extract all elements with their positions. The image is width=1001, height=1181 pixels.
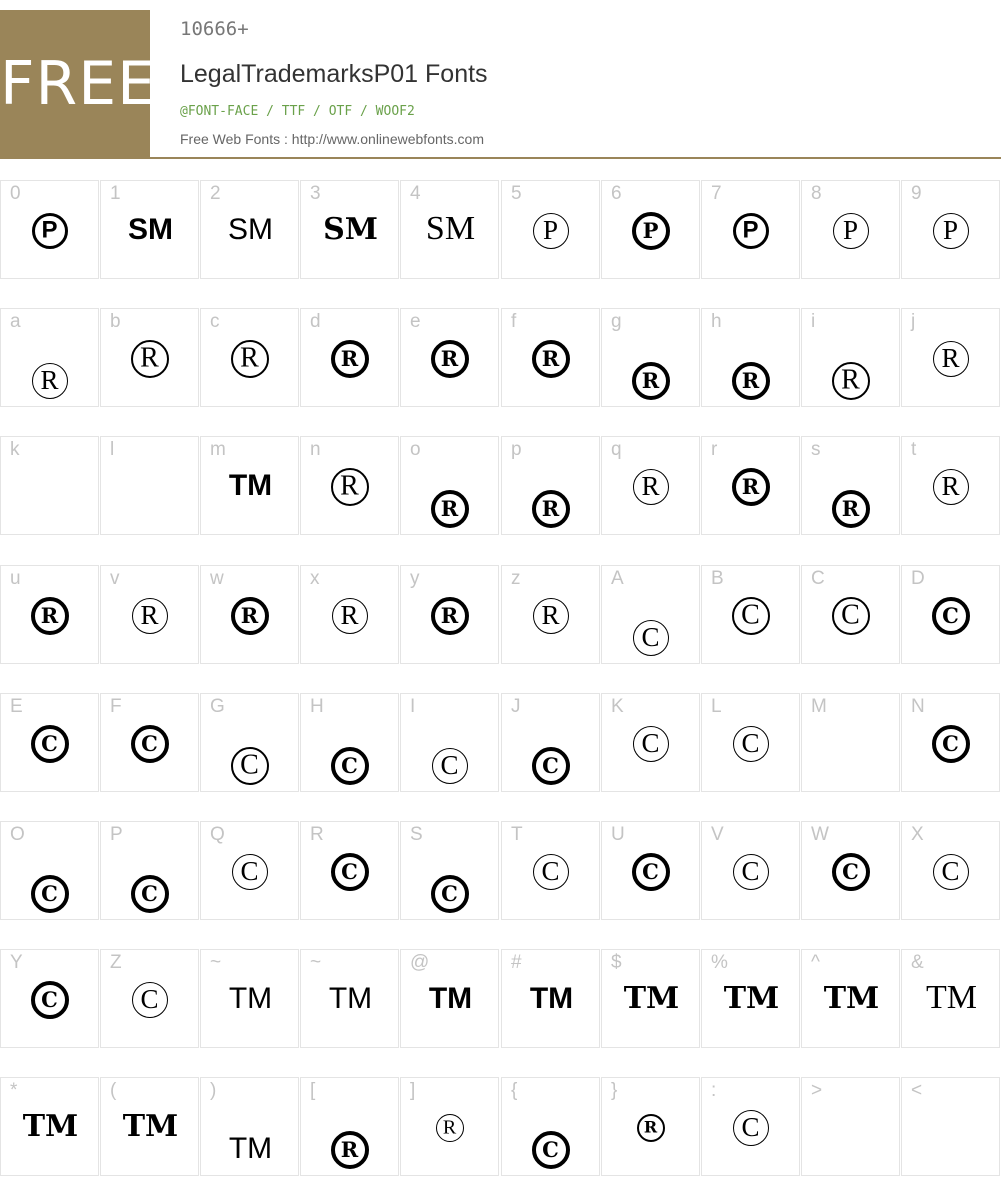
circled-glyph-icon — [633, 620, 669, 656]
glyph-key-label: T — [511, 824, 523, 845]
glyph-cell[interactable] — [801, 180, 900, 279]
glyph-key-label: F — [110, 696, 122, 717]
glyph-letter: C — [641, 727, 660, 758]
glyph-cell[interactable] — [901, 1077, 1000, 1176]
glyph-cell[interactable] — [100, 180, 199, 279]
glyph-cell[interactable] — [901, 180, 1000, 279]
circled-glyph-icon — [832, 362, 870, 400]
glyph-letter: R — [440, 346, 459, 372]
glyph-cell[interactable] — [400, 949, 499, 1048]
glyph-key-label: U — [611, 824, 625, 845]
circled-glyph-icon — [832, 597, 870, 635]
glyph-cell[interactable] — [0, 308, 99, 407]
circled-glyph-icon — [732, 362, 770, 400]
glyph-key-label: j — [911, 311, 916, 332]
glyph-cell[interactable] — [300, 1077, 399, 1176]
glyph-text: TM — [823, 980, 880, 1016]
glyph-key-label: P — [110, 824, 123, 845]
glyph-text: SM — [323, 211, 378, 247]
glyph-key-label: K — [611, 696, 624, 717]
glyph-key-label: { — [511, 1080, 518, 1101]
glyph-cell[interactable] — [200, 436, 299, 535]
glyph-key-label: Q — [210, 824, 225, 845]
circled-glyph-icon — [232, 854, 268, 890]
glyph-cell[interactable] — [100, 308, 199, 407]
glyph-letter: C — [942, 731, 959, 757]
circled-glyph-icon — [732, 468, 770, 506]
circled-glyph-icon — [632, 853, 670, 891]
glyph-cell[interactable] — [400, 821, 499, 920]
circled-glyph-icon — [131, 725, 169, 763]
glyph-cell[interactable] — [801, 1077, 900, 1176]
glyph-key-label: C — [811, 568, 825, 589]
glyph-cell[interactable] — [901, 949, 1000, 1048]
glyph-letter: R — [240, 342, 259, 374]
glyph-text: TM — [428, 981, 473, 1015]
circled-glyph-icon — [532, 490, 570, 528]
circled-glyph-icon — [832, 490, 870, 528]
glyph-key-label: a — [10, 311, 21, 332]
glyph-key-label: 7 — [711, 183, 722, 204]
glyph-cell[interactable] — [701, 1077, 800, 1176]
glyph-letter: C — [741, 1111, 760, 1142]
circled-glyph-icon — [331, 340, 369, 378]
circled-glyph-icon — [932, 597, 970, 635]
glyph-cell[interactable] — [0, 821, 99, 920]
glyph-cell[interactable] — [501, 565, 600, 664]
glyph-letter: C — [541, 855, 560, 886]
glyph-cell[interactable] — [701, 949, 800, 1048]
glyph-cell[interactable] — [601, 180, 700, 279]
glyph-key-label: # — [511, 952, 522, 973]
circled-glyph-icon — [533, 598, 569, 634]
glyph-letter: C — [41, 987, 58, 1013]
circled-glyph-icon — [732, 597, 770, 635]
glyph-key-label: $ — [611, 952, 622, 973]
glyph-key-label: ~ — [310, 952, 322, 973]
glyph-cell[interactable] — [400, 693, 499, 792]
glyph-letter: R — [941, 342, 960, 373]
circled-glyph-icon — [933, 469, 969, 505]
glyph-letter: R — [643, 1117, 658, 1137]
glyph-cell[interactable] — [601, 693, 700, 792]
glyph-cell[interactable] — [801, 565, 900, 664]
glyph-key-label: w — [210, 568, 224, 589]
circled-glyph-icon — [637, 1114, 665, 1142]
circled-glyph-icon — [332, 598, 368, 634]
glyph-cell[interactable] — [801, 821, 900, 920]
circled-glyph-icon — [532, 1131, 570, 1169]
circled-glyph-icon — [331, 747, 369, 785]
glyph-key-label: 9 — [911, 183, 922, 204]
glyph-key-label: u — [10, 568, 21, 589]
glyph-key-label: % — [711, 952, 728, 973]
glyph-text: SM — [425, 210, 476, 248]
glyph-key-label: 4 — [410, 183, 421, 204]
glyph-cell[interactable] — [901, 565, 1000, 664]
glyph-cell[interactable] — [100, 821, 199, 920]
glyph-cell[interactable] — [601, 565, 700, 664]
glyph-cell[interactable] — [200, 693, 299, 792]
circled-glyph-icon — [31, 875, 69, 913]
circled-glyph-icon — [632, 212, 670, 250]
glyph-cell[interactable] — [501, 308, 600, 407]
glyph-key-label: Y — [10, 952, 23, 973]
glyph-key-label: X — [911, 824, 924, 845]
glyph-letter: P — [842, 214, 859, 245]
glyph-letter: R — [541, 346, 560, 372]
circled-glyph-icon — [31, 981, 69, 1019]
glyph-cell[interactable] — [400, 1077, 499, 1176]
glyph-cell[interactable] — [300, 949, 399, 1048]
glyph-key-label: @ — [410, 952, 430, 973]
glyph-cell[interactable] — [501, 693, 600, 792]
glyph-key-label: N — [911, 696, 925, 717]
site-credit-link[interactable]: Free Web Fonts : http://www.onlinewebfonts.com — [180, 131, 484, 147]
glyph-letter: C — [841, 599, 860, 631]
glyph-key-label: I — [410, 696, 416, 717]
glyph-key-label: G — [210, 696, 225, 717]
glyph-letter: C — [141, 731, 158, 757]
glyph-cell[interactable] — [100, 565, 199, 664]
glyph-key-label: L — [711, 696, 722, 717]
circled-glyph-icon — [431, 597, 469, 635]
glyph-cell[interactable] — [701, 308, 800, 407]
glyph-key-label: v — [110, 568, 120, 589]
glyph-key-label: e — [410, 311, 421, 332]
glyph-cell[interactable] — [801, 693, 900, 792]
glyph-key-label: ] — [410, 1080, 416, 1101]
glyph-cell[interactable] — [200, 180, 299, 279]
glyph-letter: R — [40, 364, 59, 395]
glyph-cell[interactable] — [901, 821, 1000, 920]
circled-glyph-icon — [932, 725, 970, 763]
glyph-letter: C — [140, 983, 159, 1014]
glyph-key-label: 2 — [210, 183, 221, 204]
circled-glyph-icon — [331, 468, 369, 506]
glyph-key-label: D — [911, 568, 925, 589]
glyph-key-label: q — [611, 439, 622, 460]
glyph-cell[interactable] — [701, 693, 800, 792]
circled-glyph-icon — [633, 726, 669, 762]
glyph-cell[interactable] — [901, 308, 1000, 407]
glyph-cell[interactable] — [200, 1077, 299, 1176]
glyph-letter: P — [942, 214, 959, 245]
circled-glyph-icon — [733, 213, 769, 249]
glyph-letter: C — [842, 859, 859, 885]
glyph-text: SM — [128, 212, 173, 246]
circled-glyph-icon — [733, 854, 769, 890]
glyph-key-label: V — [711, 824, 724, 845]
circled-glyph-icon — [532, 747, 570, 785]
glyph-cell[interactable] — [501, 821, 600, 920]
circled-glyph-icon — [331, 853, 369, 891]
glyph-letter: R — [741, 368, 760, 394]
glyph-key-label: 0 — [10, 183, 21, 204]
glyph-cell[interactable] — [501, 949, 600, 1048]
glyph-key-label: R — [310, 824, 324, 845]
glyph-letter: R — [40, 603, 59, 629]
circled-glyph-icon — [933, 213, 969, 249]
glyph-key-label: i — [811, 311, 816, 332]
glyph-text: TM — [228, 1131, 273, 1165]
glyph-letter: R — [541, 496, 560, 522]
glyph-key-label: Z — [110, 952, 122, 973]
glyph-text: TM — [529, 981, 574, 1015]
glyph-letter: R — [240, 603, 259, 629]
glyph-letter: P — [642, 218, 659, 244]
glyph-cell[interactable] — [501, 1077, 600, 1176]
glyph-letter: C — [441, 881, 458, 907]
glyph-letter: R — [641, 470, 660, 501]
glyph-key-label: A — [611, 568, 624, 589]
circled-glyph-icon — [431, 490, 469, 528]
circled-glyph-icon — [132, 982, 168, 1018]
glyph-cell[interactable] — [701, 565, 800, 664]
glyph-cell[interactable] — [100, 436, 199, 535]
circled-glyph-icon — [331, 1131, 369, 1169]
glyph-key-label: l — [110, 439, 115, 460]
glyph-key-label: g — [611, 311, 622, 332]
glyph-key-label: > — [811, 1080, 823, 1101]
circled-glyph-icon — [933, 854, 969, 890]
glyph-key-label: W — [811, 824, 829, 845]
circled-glyph-icon — [231, 340, 269, 378]
circled-glyph-icon — [436, 1114, 464, 1142]
glyph-key-label: E — [10, 696, 23, 717]
glyph-cell[interactable] — [0, 565, 99, 664]
glyph-text: TM — [22, 1108, 79, 1144]
glyph-key-label: S — [410, 824, 423, 845]
glyph-letter: R — [541, 599, 560, 630]
glyph-cell[interactable] — [501, 180, 600, 279]
glyph-key-label: [ — [310, 1080, 316, 1101]
glyph-key-label: 8 — [811, 183, 822, 204]
glyph-cell[interactable] — [200, 949, 299, 1048]
glyph-cell[interactable] — [0, 180, 99, 279]
glyph-cell[interactable] — [400, 180, 499, 279]
glyph-cell[interactable] — [901, 693, 1000, 792]
glyph-cell[interactable] — [100, 949, 199, 1048]
glyph-cell[interactable] — [0, 693, 99, 792]
glyph-key-label: c — [210, 311, 220, 332]
circled-glyph-icon — [533, 213, 569, 249]
circled-glyph-icon — [533, 854, 569, 890]
glyph-cell[interactable] — [601, 821, 700, 920]
glyph-letter: R — [442, 1116, 457, 1139]
circled-glyph-icon — [431, 340, 469, 378]
circled-glyph-icon — [32, 213, 68, 249]
glyph-key-label: } — [611, 1080, 618, 1101]
glyph-key-label: ( — [110, 1080, 117, 1101]
glyph-cell[interactable] — [501, 436, 600, 535]
glyph-cell[interactable] — [400, 436, 499, 535]
circled-glyph-icon — [432, 748, 468, 784]
glyph-letter: C — [941, 855, 960, 886]
glyph-letter: C — [41, 731, 58, 757]
glyph-text: TM — [228, 468, 273, 502]
glyph-letter: R — [941, 470, 960, 501]
glyph-cell[interactable] — [300, 308, 399, 407]
glyph-cell[interactable] — [601, 1077, 700, 1176]
glyph-cell[interactable] — [0, 1077, 99, 1176]
circled-glyph-icon — [131, 875, 169, 913]
glyph-letter: R — [841, 496, 860, 522]
glyph-cell[interactable] — [400, 308, 499, 407]
glyph-key-label: z — [511, 568, 521, 589]
glyph-cell[interactable] — [100, 1077, 199, 1176]
glyph-letter: C — [542, 1137, 559, 1163]
glyph-key-label: J — [511, 696, 521, 717]
circled-glyph-icon — [231, 597, 269, 635]
glyph-key-label: < — [911, 1080, 923, 1101]
glyph-text: TM — [723, 980, 780, 1016]
glyph-key-label: h — [711, 311, 722, 332]
glyph-cell[interactable] — [701, 180, 800, 279]
glyph-key-label: 3 — [310, 183, 321, 204]
glyph-key-label: d — [310, 311, 321, 332]
font-formats-link[interactable]: @FONT-FACE / TTF / OTF / WOOF2 — [180, 104, 415, 119]
circled-glyph-icon — [633, 469, 669, 505]
glyph-key-label: ) — [210, 1080, 217, 1101]
glyph-text: TM — [122, 1108, 179, 1144]
glyph-key-label: B — [711, 568, 724, 589]
glyph-key-label: ^ — [811, 952, 820, 973]
glyph-letter: R — [340, 470, 359, 502]
glyph-key-label: f — [511, 311, 517, 332]
glyph-cell[interactable] — [200, 565, 299, 664]
glyph-letter: R — [741, 474, 760, 500]
glyph-key-label: s — [811, 439, 821, 460]
glyph-letter: R — [340, 1137, 359, 1163]
glyph-letter: R — [140, 599, 159, 630]
glyph-letter: C — [942, 603, 959, 629]
glyph-key-label: t — [911, 439, 917, 460]
glyph-text: TM — [926, 979, 977, 1017]
glyph-letter: C — [642, 859, 659, 885]
glyph-text: TM — [328, 981, 373, 1015]
glyph-key-label: 1 — [110, 183, 121, 204]
circled-glyph-icon — [31, 725, 69, 763]
circled-glyph-icon — [131, 340, 169, 378]
glyph-letter: R — [340, 599, 359, 630]
glyph-cell[interactable] — [701, 821, 800, 920]
glyph-cell[interactable] — [701, 436, 800, 535]
free-badge: FREE — [0, 10, 150, 158]
glyph-cell[interactable] — [601, 949, 700, 1048]
glyph-key-label: 6 — [611, 183, 622, 204]
glyph-cell[interactable] — [100, 693, 199, 792]
glyph-cell[interactable] — [200, 308, 299, 407]
circled-glyph-icon — [431, 875, 469, 913]
circled-glyph-icon — [231, 747, 269, 785]
circled-glyph-icon — [933, 341, 969, 377]
circled-glyph-icon — [733, 726, 769, 762]
glyph-cell[interactable] — [601, 436, 700, 535]
glyph-letter: C — [240, 749, 259, 781]
glyph-letter: C — [641, 621, 660, 652]
glyph-letter: R — [841, 364, 860, 396]
glyph-cell[interactable] — [801, 949, 900, 1048]
circled-glyph-icon — [532, 340, 570, 378]
glyph-letter: C — [41, 881, 58, 907]
glyph-letter: C — [741, 599, 760, 631]
glyph-key-label: : — [711, 1080, 717, 1101]
glyph-letter: C — [440, 749, 459, 780]
glyph-key-label: x — [310, 568, 320, 589]
glyph-key-label: M — [811, 696, 827, 717]
glyph-key-label: r — [711, 439, 718, 460]
glyph-key-label: ~ — [210, 952, 222, 973]
glyph-cell[interactable] — [400, 565, 499, 664]
glyph-letter: R — [340, 346, 359, 372]
glyph-key-label: o — [410, 439, 421, 460]
glyph-letter: R — [140, 342, 159, 374]
glyph-key-label: & — [911, 952, 924, 973]
glyph-cell[interactable] — [200, 821, 299, 920]
glyph-key-label: 5 — [511, 183, 522, 204]
glyph-letter: P — [742, 216, 759, 244]
circled-glyph-icon — [833, 213, 869, 249]
glyph-letter: R — [440, 496, 459, 522]
glyph-letter: P — [41, 216, 58, 244]
glyph-key-label: O — [10, 824, 25, 845]
glyph-cell[interactable] — [0, 436, 99, 535]
glyph-text: SM — [228, 212, 273, 246]
glyph-key-label: y — [410, 568, 420, 589]
glyph-key-label: p — [511, 439, 522, 460]
glyph-key-label: b — [110, 311, 121, 332]
glyph-letter: R — [440, 603, 459, 629]
glyph-key-label: k — [10, 439, 20, 460]
glyph-letter: C — [542, 753, 559, 779]
font-id-label: 10666+ — [180, 18, 249, 40]
glyph-cell[interactable] — [300, 436, 399, 535]
circled-glyph-icon — [832, 853, 870, 891]
glyph-letter: C — [341, 753, 358, 779]
glyph-cell[interactable] — [300, 180, 399, 279]
glyph-key-label: H — [310, 696, 324, 717]
glyph-letter: C — [141, 881, 158, 907]
font-name-title[interactable]: LegalTrademarksP01 Fonts — [180, 60, 488, 88]
glyph-text: TM — [228, 981, 273, 1015]
circled-glyph-icon — [632, 362, 670, 400]
circled-glyph-icon — [132, 598, 168, 634]
glyph-cell[interactable] — [801, 308, 900, 407]
glyph-key-label: * — [10, 1080, 18, 1101]
glyph-letter: C — [741, 727, 760, 758]
glyph-cell[interactable] — [601, 308, 700, 407]
glyph-cell[interactable] — [901, 436, 1000, 535]
glyph-key-label: m — [210, 439, 226, 460]
glyph-letter: P — [542, 214, 559, 245]
glyph-text: TM — [623, 980, 680, 1016]
glyph-cell[interactable] — [0, 949, 99, 1048]
glyph-cell[interactable] — [801, 436, 900, 535]
circled-glyph-icon — [31, 597, 69, 635]
glyph-letter: C — [240, 855, 259, 886]
glyph-cell[interactable] — [300, 821, 399, 920]
glyph-cell[interactable] — [300, 693, 399, 792]
circled-glyph-icon — [32, 363, 68, 399]
glyph-cell[interactable] — [300, 565, 399, 664]
glyph-letter: C — [341, 859, 358, 885]
circled-glyph-icon — [733, 1110, 769, 1146]
glyph-key-label: n — [310, 439, 321, 460]
glyph-letter: R — [641, 368, 660, 394]
glyph-letter: C — [741, 855, 760, 886]
